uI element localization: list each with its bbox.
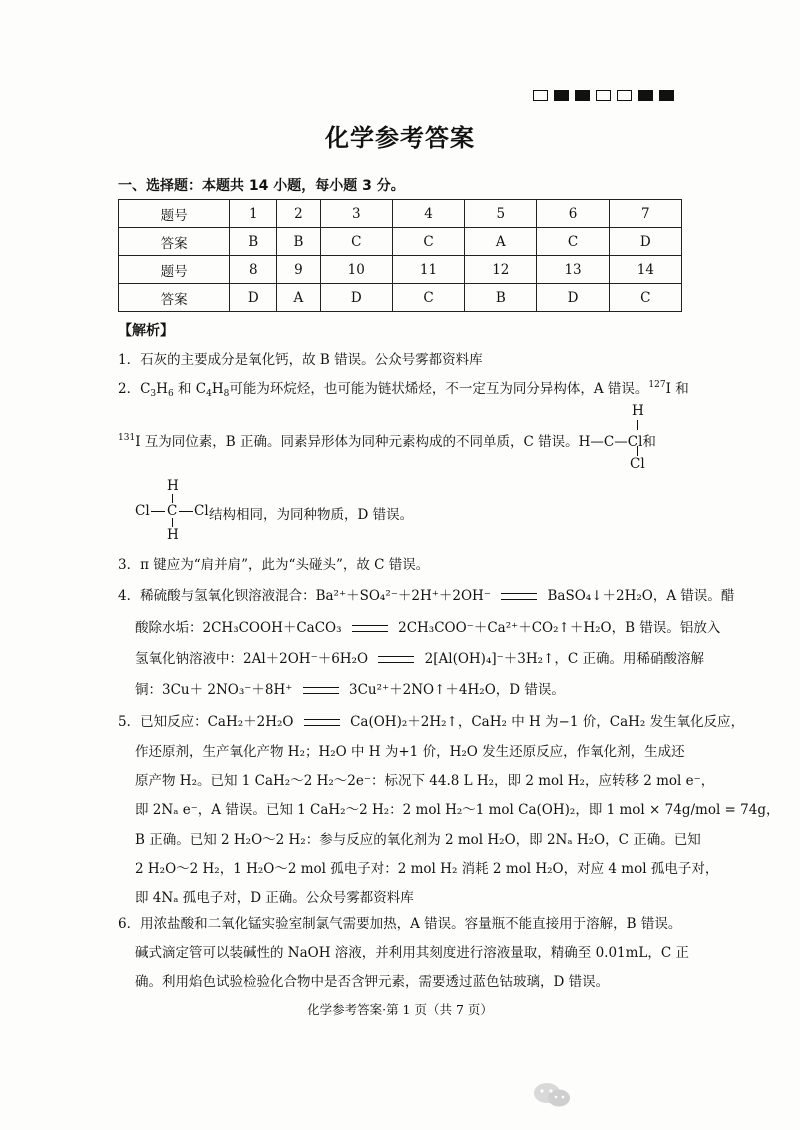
mark-box (575, 90, 590, 101)
equals-sign (352, 625, 388, 632)
analysis-line: 4．稀硫酸与氢氧化钡溶液混合：Ba²⁺＋SO₄²⁻＋2H⁺＋2OH⁻ BaSO₄↓＋2H₂O，A 错误。醋 (118, 588, 735, 604)
section-heading: 一、选择题：本题共 14 小题，每小题 3 分。 (118, 178, 405, 194)
mark-box (638, 90, 653, 101)
analysis-line (118, 377, 689, 399)
atom-h: H (167, 527, 179, 543)
question-number: 2 (277, 200, 320, 228)
question-number: 4 (392, 200, 464, 228)
page-footer: 化学参考答案·第 1 页（共 7 页） (307, 1002, 493, 1017)
equals-sign (378, 656, 414, 663)
question-number: 10 (320, 256, 392, 284)
wechat-watermark-icon (530, 1080, 576, 1114)
page-title: 化学参考答案 (325, 124, 475, 152)
atom-cl: Cl (194, 503, 209, 519)
answer-cell: D (537, 284, 609, 312)
text-run: H (211, 381, 224, 397)
superscript: 127 (648, 380, 666, 390)
answer-cell: C (609, 284, 681, 312)
answer-table (118, 199, 682, 312)
atom-h: H (632, 403, 644, 419)
analysis-line: 铜：3Cu＋ 2NO₃⁻＋8H⁺ 3Cu²⁺＋2NO↑＋4H₂O，D 错误。 (135, 682, 565, 698)
question-number: 9 (277, 256, 320, 284)
answer-cell: B (230, 228, 277, 256)
mark-box (617, 90, 632, 101)
table-row (119, 200, 682, 228)
answer-cell: A (465, 228, 537, 256)
bond (172, 518, 173, 527)
text-run: I 和 (665, 381, 689, 397)
equals-sign (303, 687, 339, 694)
subscript: 6 (167, 389, 174, 399)
analysis-line: 作还原剂，生产氧化产物 H₂；H₂O 中 H 为+1 价，H₂O 发生还原反应，作氧化剂，生成还 (135, 744, 685, 760)
analysis-line: 确。利用焰色试验检验化合物中是否含钾元素，需要透过蓝色钴玻璃，D 错误。 (135, 974, 610, 990)
bond (151, 511, 165, 512)
table-row (119, 284, 682, 312)
mark-box (596, 90, 611, 101)
answer-cell: B (277, 228, 320, 256)
table-row (119, 256, 682, 284)
analysis-line: 2 H₂O～2 H₂，1 H₂O～2 mol 孤电子对：2 mol H₂ 消耗 2 mol H₂O，对应 4 mol 孤电子对， (135, 861, 719, 877)
text-run: 可能为环烷烃，也可能为链状烯烃，不一定互为同分异构体，A 错误。 (229, 381, 649, 397)
answer-cell: C (537, 228, 609, 256)
equals-sign (501, 593, 537, 600)
subscript: 4 (206, 389, 212, 399)
atom-c: C (603, 434, 615, 450)
answer-cell: B (465, 284, 537, 312)
answer-cell: C (392, 284, 464, 312)
answer-cell: A (277, 284, 320, 312)
atom-cl: Cl (630, 456, 645, 472)
analysis-line: 1．石灰的主要成分是氧化钙，故 B 错误。公众号雾都资料库 (118, 352, 483, 368)
analysis-line: 原产物 H₂。已知 1 CaH₂～2 H₂～2e⁻：标况下 44.8 L H₂，即 2 mol H₂，应转移 2 mol e⁻， (135, 773, 715, 789)
text-run: I 互为同位素，B 正确。同素异形体为同种元素构成的不同单质，C 错误。H— (135, 434, 604, 450)
text-run: 2．C (118, 381, 151, 397)
bond (172, 494, 173, 503)
subscript: 8 (223, 389, 230, 399)
analysis-line: 碱式滴定管可以装碱性的 NaOH 溶液，并利用其刻度进行溶液量取，精确至 0.01mL，C 正 (135, 945, 690, 961)
bond (637, 420, 638, 430)
atom-cl: Cl (135, 503, 150, 519)
analysis-heading: 【解析】 (118, 323, 174, 339)
question-number: 11 (392, 256, 464, 284)
atom-c: C (167, 503, 178, 519)
mark-box (659, 90, 674, 101)
question-number: 7 (609, 200, 681, 228)
analysis-line: 5．已知反应：CaH₂＋2H₂O Ca(OH)₂＋2H₂↑，CaH₂ 中 H 为−1 价，CaH₂ 发生氧化反应， (118, 714, 745, 730)
atom-h: H (167, 478, 179, 494)
question-number: 5 (465, 200, 537, 228)
analysis-line: B 正确。已知 2 H₂O～2 H₂：参与反应的氧化剂为 2 mol H₂O，即 2Nₐ H₂O，C 正确。已知 (135, 832, 701, 848)
question-number: 14 (609, 256, 681, 284)
answer-cell: D (609, 228, 681, 256)
answer-cell: C (392, 228, 464, 256)
row-label: 答案 (119, 284, 230, 312)
answer-cell: C (320, 228, 392, 256)
question-number: 8 (230, 256, 277, 284)
question-number: 1 (230, 200, 277, 228)
page-marks (533, 90, 674, 101)
answer-cell: D (320, 284, 392, 312)
analysis-line: 3．π 键应为“肩并肩”，此为“头碰头”，故 C 错误。 (118, 557, 430, 573)
row-label: 题号 (119, 200, 230, 228)
answer-cell: D (230, 284, 277, 312)
text-run: H (156, 381, 168, 397)
analysis-line: 即 2Nₐ e⁻，A 错误。已知 1 CaH₂～2 H₂：2 mol H₂～1 mol Ca(OH)₂，即 1 mol × 74g/mol = 74g， (135, 802, 780, 818)
analysis-line: 结构相同，为同种物质，D 错误。 (209, 507, 414, 523)
analysis-line: 氢氧化钠溶液中：2Al＋2OH⁻＋6H₂O 2[Al(OH)₄]⁻＋3H₂↑，C 正确。用稀硝酸溶解 (135, 651, 704, 667)
table-row (119, 228, 682, 256)
analysis-line (118, 430, 656, 450)
analysis-line: 6．用浓盐酸和二氧化锰实验室制氯气需要加热，A 错误。容量瓶不能直接用于溶解，B 错误。 (118, 916, 682, 932)
equals-sign (304, 719, 340, 726)
bond (179, 511, 193, 512)
text-run: 和 C (177, 381, 207, 397)
subscript: 3 (150, 389, 157, 399)
question-number: 12 (465, 256, 537, 284)
row-label: 答案 (119, 228, 230, 256)
question-number: 3 (320, 200, 392, 228)
analysis-line: 酸除水垢：2CH₃COOH＋CaCO₃ 2CH₃COO⁻＋Ca²⁺＋CO₂↑＋H₂O，B 错误。铝放入 (135, 620, 721, 636)
question-number: 6 (537, 200, 609, 228)
superscript: 131 (118, 433, 136, 443)
text-run: —Cl和 (614, 434, 656, 450)
row-label: 题号 (119, 256, 230, 284)
analysis-line: 即 4Nₐ 孤电子对，D 正确。公众号雾都资料库 (135, 890, 414, 906)
mark-box (533, 90, 548, 101)
question-number: 13 (537, 256, 609, 284)
mark-box (554, 90, 569, 101)
